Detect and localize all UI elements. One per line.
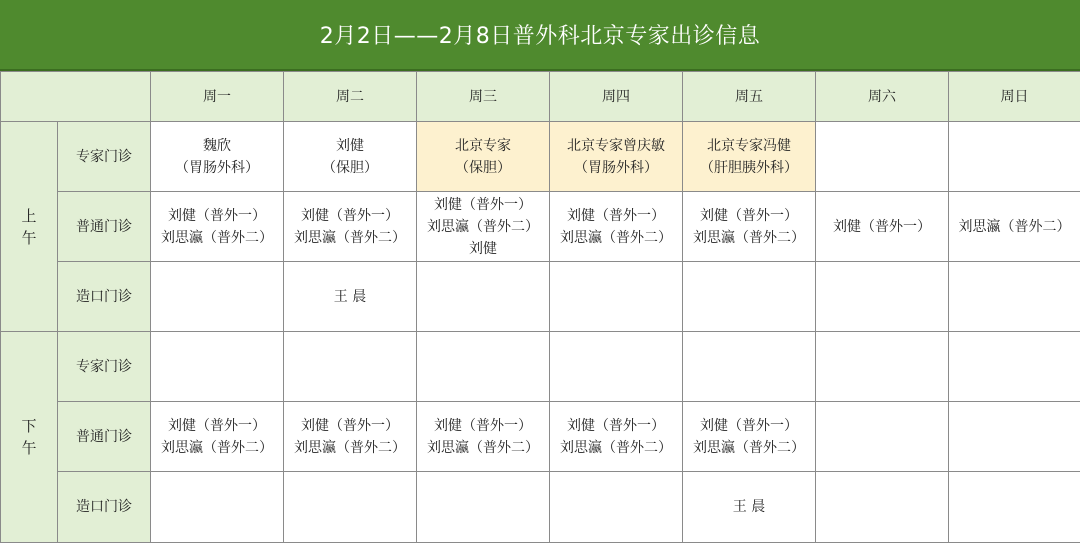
doctor-entry: 刘健 [284,135,416,157]
doctor-entry: 刘思瀛（普外二） [284,437,416,459]
schedule-cell [949,122,1080,192]
schedule-cell [284,472,417,543]
schedule-cell [550,332,683,402]
day-header: 周日 [949,72,1080,122]
schedule-cell [550,262,683,332]
schedule-cell [284,402,417,472]
schedule-cell [816,192,949,262]
schedule-cell [151,122,284,192]
schedule-cell [151,332,284,402]
doctor-entry: 北京专家 [417,135,549,157]
schedule-cell [816,122,949,192]
clinic-type-label: 专家门诊 [58,122,151,192]
doctor-entry: 刘健（普外一） [550,415,682,437]
clinic-type-label: 造口门诊 [58,472,151,543]
doctor-entry: 刘健（普外一） [550,205,682,227]
doctor-entry: 刘健（普外一） [683,205,815,227]
doctor-entry: 刘思瀛（普外二） [151,437,283,459]
doctor-entry: 刘思瀛（普外二） [417,216,549,238]
page-title: 2月2日——2月8日普外科北京专家出诊信息 [0,0,1080,71]
schedule-cell [284,122,417,192]
doctor-entry: 刘健（普外一） [417,415,549,437]
clinic-type-label: 专家门诊 [58,332,151,402]
clinic-type-label: 普通门诊 [58,192,151,262]
period-label-top: 上 [1,205,57,227]
schedule-row [1,122,1080,192]
schedule-row [1,192,1080,262]
doctor-entry: （肝胆胰外科） [683,157,815,179]
schedule-cell [816,262,949,332]
schedule-cell [417,332,550,402]
doctor-entry: （胃肠外科） [151,157,283,179]
schedule-cell [550,192,683,262]
day-header: 周六 [816,72,949,122]
schedule-cell [816,402,949,472]
doctor-entry: 刘健（普外一） [284,205,416,227]
schedule-cell [949,332,1080,402]
doctor-entry: （保胆） [284,157,416,179]
doctor-entry: 刘思瀛（普外二） [683,227,815,249]
doctor-entry: 王 晨 [284,286,416,308]
schedule-cell [683,122,816,192]
schedule-row [1,472,1080,543]
schedule-cell [417,262,550,332]
schedule-cell [949,472,1080,543]
doctor-entry: 刘健（普外一） [816,216,948,238]
doctor-entry: 刘思瀛（普外二） [683,437,815,459]
doctor-entry: （胃肠外科） [550,157,682,179]
schedule-cell [151,402,284,472]
doctor-entry: （保胆） [417,157,549,179]
schedule-cell [683,262,816,332]
period-label-bottom: 午 [1,437,57,459]
schedule-cell [550,122,683,192]
clinic-type-label: 普通门诊 [58,402,151,472]
doctor-entry: 王 晨 [683,496,815,518]
schedule-cell [284,332,417,402]
doctor-entry: 刘健（普外一） [151,415,283,437]
doctor-entry: 刘思瀛（普外二） [949,216,1080,238]
doctor-entry: 北京专家冯健 [683,135,815,157]
schedule-cell [949,402,1080,472]
schedule-row [1,402,1080,472]
doctor-entry: 刘健 [417,238,549,260]
doctor-entry: 刘思瀛（普外二） [550,437,682,459]
doctor-entry: 刘健（普外一） [683,415,815,437]
doctor-entry: 魏欣 [151,135,283,157]
schedule-cell [151,192,284,262]
schedule-cell [683,402,816,472]
day-header: 周五 [683,72,816,122]
corner-cell [1,72,151,122]
day-header: 周四 [550,72,683,122]
schedule-cell [151,472,284,543]
period-label-bottom: 午 [1,227,57,249]
day-header: 周一 [151,72,284,122]
clinic-type-label: 造口门诊 [58,262,151,332]
schedule-cell [417,472,550,543]
schedule-cell [683,192,816,262]
schedule-row [1,332,1080,402]
day-header-row [1,72,1080,122]
schedule-cell [550,402,683,472]
schedule-cell [417,402,550,472]
period-label [1,332,58,543]
doctor-entry: 刘思瀛（普外二） [417,437,549,459]
doctor-entry: 刘健（普外一） [417,194,549,216]
schedule-cell [949,262,1080,332]
schedule-cell [683,332,816,402]
schedule-cell [417,192,550,262]
period-label [1,122,58,332]
doctor-entry: 刘健（普外一） [284,415,416,437]
schedule-cell [816,472,949,543]
doctor-entry: 刘思瀛（普外二） [284,227,416,249]
day-header: 周三 [417,72,550,122]
schedule-table [0,71,1080,543]
day-header: 周二 [284,72,417,122]
doctor-entry: 刘健（普外一） [151,205,283,227]
schedule-cell [550,472,683,543]
schedule-cell [949,192,1080,262]
period-label-top: 下 [1,415,57,437]
schedule-cell [284,262,417,332]
doctor-entry: 刘思瀛（普外二） [151,227,283,249]
doctor-entry: 刘思瀛（普外二） [550,227,682,249]
schedule-cell [683,472,816,543]
schedule-cell [284,192,417,262]
schedule-row [1,262,1080,332]
schedule-cell [151,262,284,332]
schedule-cell [417,122,550,192]
doctor-entry: 北京专家曾庆敏 [550,135,682,157]
schedule-cell [816,332,949,402]
